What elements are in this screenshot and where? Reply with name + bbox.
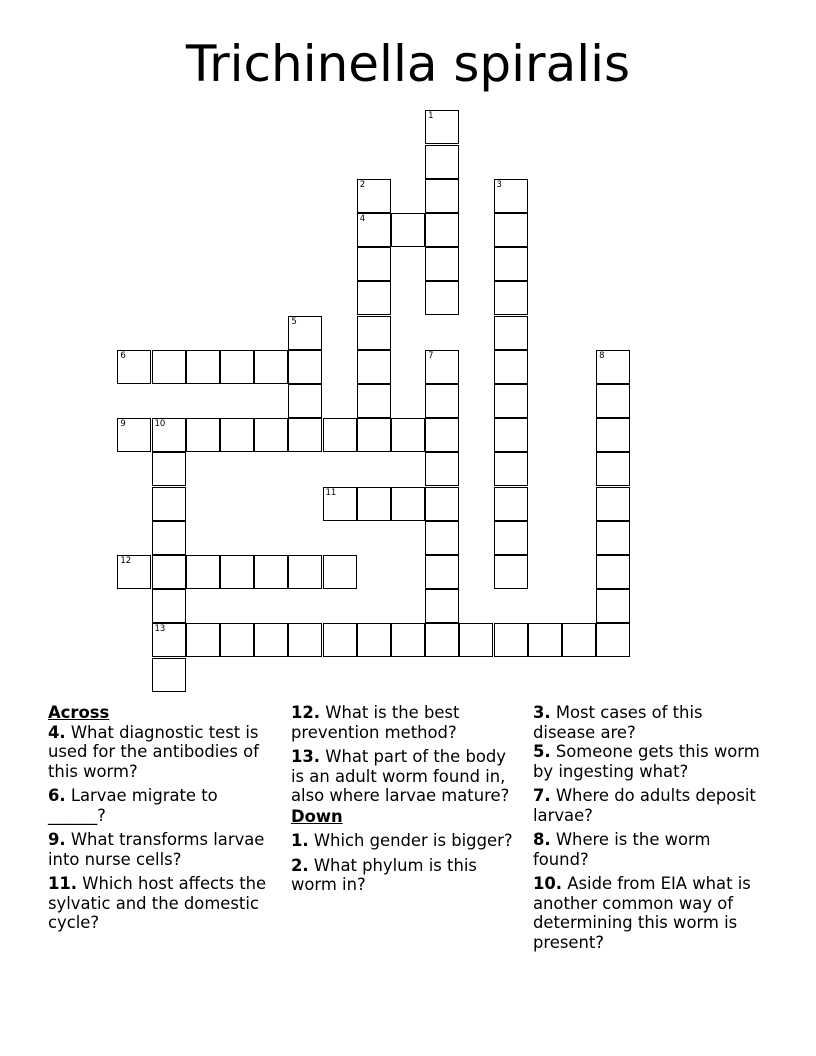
clue-number: 6: [120, 350, 126, 361]
grid-cell[interactable]: [117, 555, 151, 589]
grid-cell[interactable]: [494, 452, 528, 486]
grid-cell[interactable]: [425, 623, 459, 657]
grid-cell[interactable]: [254, 418, 288, 452]
clue-number: 8: [599, 350, 605, 361]
grid-cell[interactable]: [152, 452, 186, 486]
grid-cell[interactable]: [391, 623, 425, 657]
grid-cell[interactable]: [357, 213, 391, 247]
grid-cell[interactable]: [152, 418, 186, 452]
grid-cell[interactable]: [494, 179, 528, 213]
across-clue-6: 6. Larvae migrate to ______?: [48, 786, 218, 825]
grid-cell[interactable]: [494, 623, 528, 657]
grid-cell[interactable]: [323, 487, 357, 521]
grid-cell[interactable]: [220, 350, 254, 384]
grid-cell[interactable]: [425, 247, 459, 281]
grid-cell[interactable]: [425, 179, 459, 213]
down-clue-2: 2. What phylum is this worm in?: [291, 855, 477, 894]
grid-cell[interactable]: [425, 145, 459, 179]
grid-cell[interactable]: [152, 623, 186, 657]
grid-cell[interactable]: [391, 418, 425, 452]
grid-cell[interactable]: [254, 350, 288, 384]
grid-cell[interactable]: [357, 316, 391, 350]
across-clue-11: 11. Which host affects the sylvatic and the domestic cycle?: [48, 874, 267, 932]
grid-cell[interactable]: [186, 418, 220, 452]
grid-cell[interactable]: [425, 110, 459, 144]
grid-cell[interactable]: [357, 350, 391, 384]
grid-cell[interactable]: [357, 247, 391, 281]
grid-cell[interactable]: [596, 555, 630, 589]
across-clue-12: 12. What is the best prevention method?: [291, 703, 460, 742]
grid-cell[interactable]: [288, 555, 322, 589]
clue-number: 3: [496, 179, 502, 190]
grid-cell[interactable]: [494, 521, 528, 555]
grid-cell[interactable]: [596, 623, 630, 657]
clue-number: 12: [120, 555, 132, 566]
grid-cell[interactable]: [323, 623, 357, 657]
grid-cell[interactable]: [186, 555, 220, 589]
grid-cell[interactable]: [596, 452, 630, 486]
grid-cell[interactable]: [117, 350, 151, 384]
grid-cell[interactable]: [494, 350, 528, 384]
grid-cell[interactable]: [357, 623, 391, 657]
clue-number: 11: [325, 487, 337, 498]
grid-cell[interactable]: [254, 623, 288, 657]
clue-number: 2: [359, 179, 366, 190]
clue-number: 4: [359, 213, 366, 224]
grid-cell[interactable]: [357, 179, 391, 213]
down-clue-10: 10. Aside from EIA what is another common way of determining this worm is present?: [533, 874, 751, 952]
down-clue-7: 7. Where do adults deposit larvae?: [533, 786, 756, 825]
grid-cell[interactable]: [494, 316, 528, 350]
grid-cell[interactable]: [425, 589, 459, 623]
clue-number: 7: [428, 350, 434, 361]
grid-cell[interactable]: [186, 350, 220, 384]
down-clue-3: 3. Most cases of this disease are?: [533, 703, 703, 742]
grid-cell[interactable]: [596, 521, 630, 555]
grid-cell[interactable]: [323, 555, 357, 589]
grid-cell[interactable]: [220, 555, 254, 589]
grid-cell[interactable]: [425, 418, 459, 452]
grid-cell[interactable]: [152, 487, 186, 521]
grid-cell[interactable]: [425, 521, 459, 555]
grid-cell[interactable]: [220, 623, 254, 657]
down-heading: Down: [291, 806, 343, 826]
grid-cell[interactable]: [152, 350, 186, 384]
grid-cell[interactable]: [494, 555, 528, 589]
grid-cell[interactable]: [357, 281, 391, 315]
grid-cell[interactable]: [596, 589, 630, 623]
grid-cell[interactable]: [117, 418, 151, 452]
grid-cell[interactable]: [494, 418, 528, 452]
grid-cell[interactable]: [186, 623, 220, 657]
grid-cell[interactable]: [323, 418, 357, 452]
grid-cell[interactable]: [459, 623, 493, 657]
down-clue-8: 8. Where is the worm found?: [533, 830, 711, 869]
grid-cell[interactable]: [288, 350, 322, 384]
grid-cell[interactable]: [596, 350, 630, 384]
clue-number: 5: [291, 316, 297, 327]
grid-cell[interactable]: [494, 247, 528, 281]
clue-number: 13: [154, 624, 166, 635]
grid-cell[interactable]: [288, 418, 322, 452]
grid-cell[interactable]: [254, 555, 288, 589]
grid-cell[interactable]: [357, 384, 391, 418]
grid-cell[interactable]: [494, 487, 528, 521]
grid-cell[interactable]: [152, 658, 186, 692]
grid-cell[interactable]: [288, 623, 322, 657]
grid-cell[interactable]: [152, 589, 186, 623]
grid-cell[interactable]: [425, 487, 459, 521]
grid-cell[interactable]: [391, 487, 425, 521]
down-clue-1: 1. Which gender is bigger?: [291, 831, 513, 850]
grid-cell[interactable]: [288, 316, 322, 350]
across-heading: Across: [48, 703, 110, 722]
clue-column-1: [48, 703, 280, 938]
grid-cell[interactable]: [596, 487, 630, 521]
grid-cell[interactable]: [425, 452, 459, 486]
grid-cell[interactable]: [357, 418, 391, 452]
across-clue-9: 9. What transforms larvae into nurse cells?: [48, 830, 265, 869]
grid-cell[interactable]: [425, 281, 459, 315]
clue-number: 1: [428, 111, 434, 122]
grid-cell[interactable]: [425, 384, 459, 418]
grid-cell[interactable]: [152, 555, 186, 589]
grid-cell[interactable]: [220, 418, 254, 452]
clue-column-3: [533, 703, 765, 957]
grid-cell[interactable]: [494, 213, 528, 247]
grid-cell[interactable]: [596, 384, 630, 418]
clue-number: 10: [154, 419, 166, 430]
grid-cell[interactable]: [596, 418, 630, 452]
grid-cell[interactable]: [288, 384, 322, 418]
grid-cell[interactable]: [152, 521, 186, 555]
grid-cell[interactable]: [562, 623, 596, 657]
grid-cell[interactable]: [425, 213, 459, 247]
grid-cell[interactable]: [357, 487, 391, 521]
down-clue-5: 5. Someone gets this worm by ingesting what?: [533, 742, 760, 781]
grid-cell[interactable]: [425, 555, 459, 589]
grid-cell[interactable]: [494, 281, 528, 315]
clue-column-2: [291, 703, 523, 900]
grid-cell[interactable]: [391, 213, 425, 247]
across-clue-13: 13. What part of the body is an adult worm found in, also where larvae mature?: [291, 747, 510, 805]
grid-cell[interactable]: [528, 623, 562, 657]
grid-cell[interactable]: [425, 350, 459, 384]
grid-cell[interactable]: [494, 384, 528, 418]
puzzle-title: Trichinella spiralis: [185, 35, 631, 93]
clue-number: 9: [120, 419, 126, 430]
across-clue-4: 4. What diagnostic test is used for the antibodies of this worm?: [48, 722, 259, 781]
